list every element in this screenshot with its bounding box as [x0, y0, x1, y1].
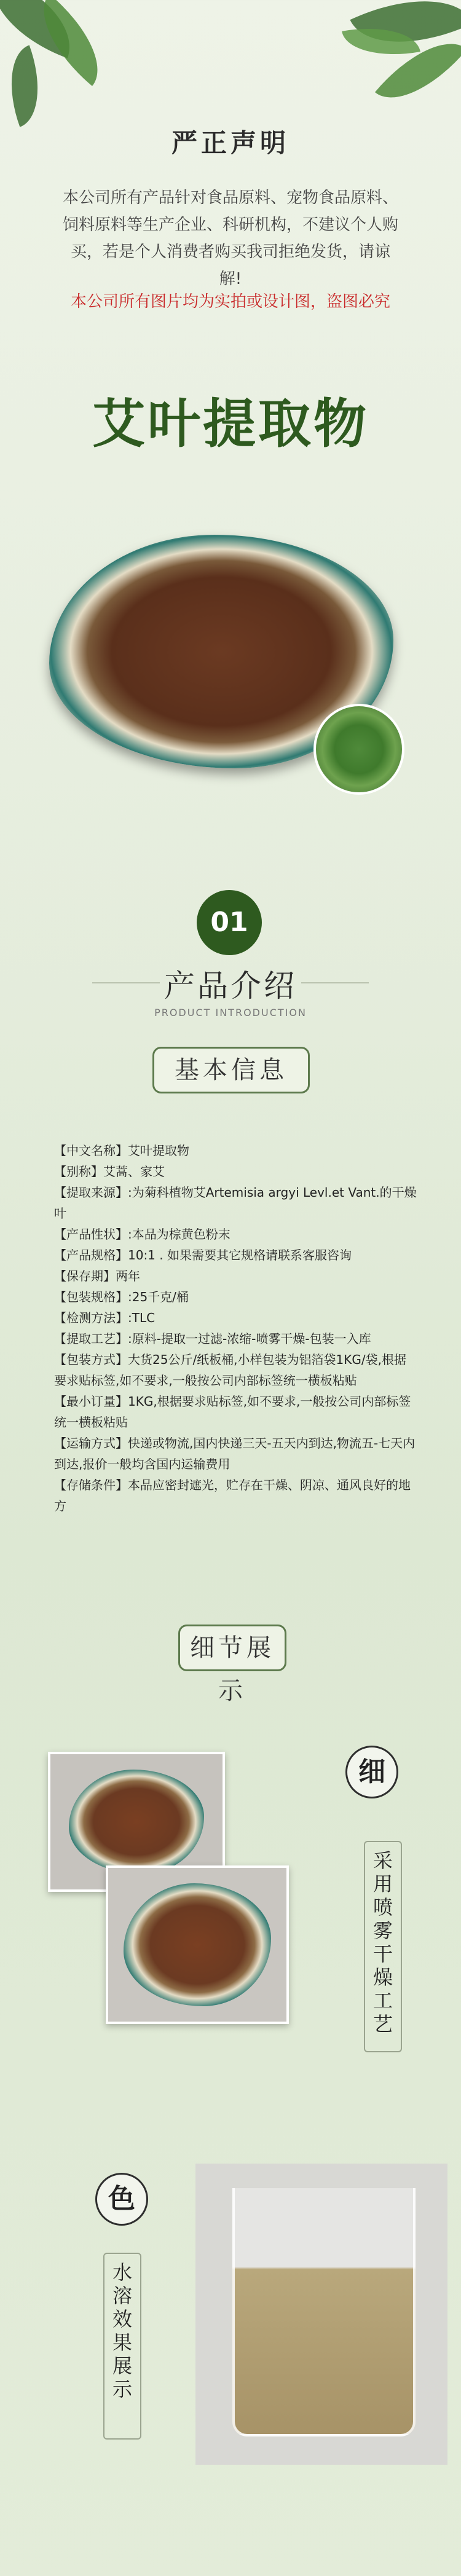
- detail-badge-1: 细: [345, 1746, 398, 1798]
- info-line: 【存储条件】本品应密封遮光，贮存在干燥、阴凉、通风良好的地方: [54, 1478, 411, 1513]
- info-line: 【运输方式】快递或物流,国内快递三天-五天内到达,物流五-七天内到达,报价一般均含国内运输费用: [54, 1436, 416, 1471]
- info-line: 【提取来源】:为菊科植物艾Artemisia argyi Levl.et Vant.的干燥叶: [54, 1185, 417, 1221]
- section-subtitle: PRODUCT INTRODUCTION: [154, 1007, 307, 1018]
- beaker-glass: [232, 2188, 416, 2436]
- product-info-list: [54, 1140, 417, 1516]
- info-line: 【包装方式】大货25公斤/纸板桶,小样包装为铝箔袋1KG/袋,根据要求贴标签,如不要求,一般按公司内部标签统一横板粘贴: [54, 1352, 406, 1388]
- info-line: 【保存期】两年: [54, 1269, 140, 1283]
- info-line: 【检测方法】:TLC: [54, 1310, 156, 1325]
- product-title: 艾叶提取物: [92, 393, 369, 455]
- notice-title: 严正声明: [171, 128, 290, 158]
- info-line: 【产品规格】10:1 . 如果需要其它规格请联系客服咨询: [54, 1248, 352, 1262]
- beaker-solution-image: [195, 2164, 447, 2465]
- info-line: 【提取工艺】:原料-提取一过滤-浓缩-喷雾干燥-包装一入库: [54, 1331, 371, 1346]
- info-line: 【包装规格】:25千克/桶: [54, 1290, 189, 1304]
- section-title: 产品介绍: [164, 968, 297, 1004]
- info-line: 【中文名称】艾叶提取物: [54, 1143, 189, 1158]
- info-line: 【最小订量】1KG,根据要求贴标签,如不要求,一般按公司内部标签统一横板粘贴: [54, 1394, 411, 1430]
- detail-photo-2: [106, 1865, 289, 2024]
- basic-info-label: 基本信息: [152, 1047, 310, 1093]
- info-line: 【别称】艾蒿、家艾: [54, 1164, 165, 1179]
- herb-leaf-image: [313, 704, 404, 795]
- section-number-badge: 01: [197, 890, 262, 955]
- detail-badge-2: 色: [95, 2173, 148, 2226]
- notice-body: 本公司所有产品针对食品原料、宠物食品原料、饲料原料等生产企业、科研机构，不建议个人购买，若是个人消费者购买我司拒绝发货，请谅解!: [62, 189, 398, 288]
- detail-caption-2: 水溶效果展示: [109, 2262, 133, 2402]
- info-line: 【产品性状】:本品为棕黄色粉末: [54, 1227, 230, 1242]
- detail-caption-1: 采用喷雾干燥工艺: [370, 1850, 393, 2037]
- detail-display-label: 细节展示: [178, 1625, 286, 1671]
- notice-warning: 本公司所有图片均为实拍或设计图，盗图必究: [70, 293, 390, 311]
